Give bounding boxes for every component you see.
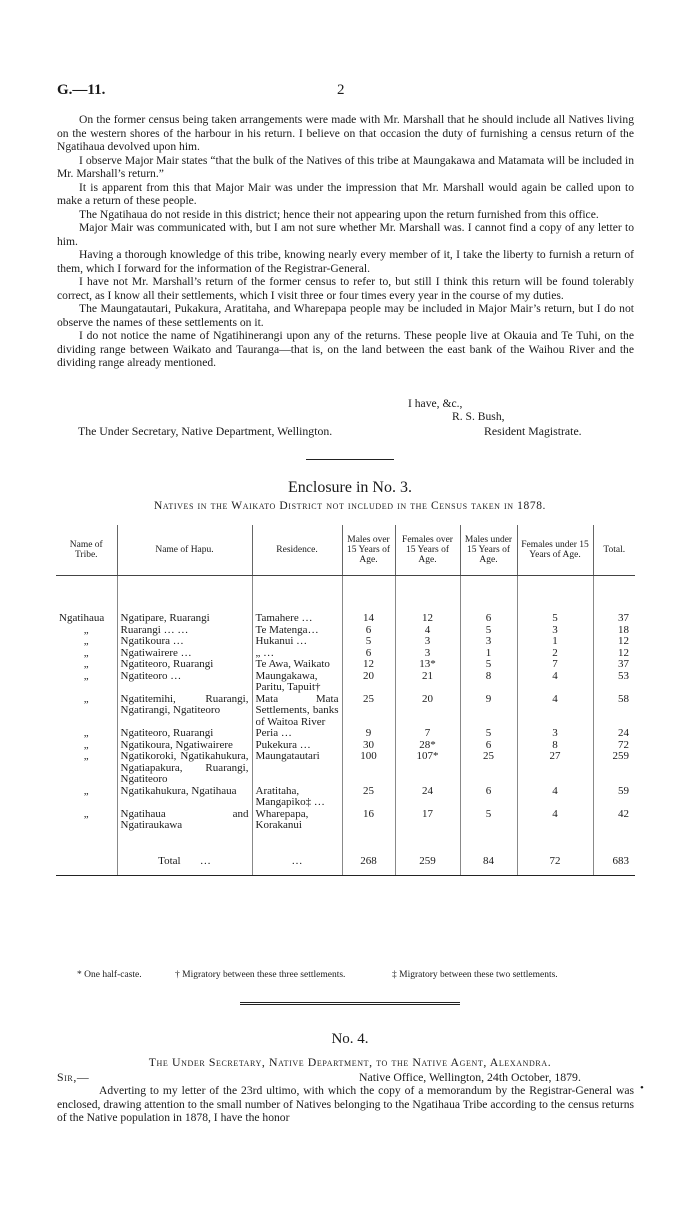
table-row <box>56 694 635 729</box>
total-value: 259 <box>395 832 460 876</box>
paragraph: I do not notice the name of Ngatihinerangi upon any of the returns. These people live at Okauia and Te Tuhi, on the dividing range between Waikato and Tauranga—that is, on the land between the east bank of the Waihou River and the dividing range already mentioned. <box>57 329 634 369</box>
hapu-cell: Ngatikoura … <box>117 636 252 648</box>
value-cell: 2 <box>517 648 593 660</box>
value-cell: 6 <box>460 576 517 625</box>
residence-cell: Hukanui … <box>252 636 342 648</box>
column-header: Name of Hapu. <box>117 525 252 576</box>
signature-title: Resident Magistrate. <box>484 424 582 438</box>
margin-mark: • <box>640 1082 644 1094</box>
residence-cell: Maungatautari <box>252 751 342 786</box>
total-cell: 58 <box>593 694 635 729</box>
tribe-cell: „ <box>83 727 89 739</box>
tribe-cell: „ <box>83 646 89 659</box>
value-cell: 5 <box>517 576 593 625</box>
value-cell: 3 <box>460 636 517 648</box>
residence-cell: Peria … <box>252 728 342 740</box>
hapu-cell: Ngatikoroki, Ngatikahukura, Ngatiapakura, Ruarangi, Ngatiteoro <box>117 751 252 786</box>
grand-total: 683 <box>593 832 635 876</box>
divider <box>306 459 394 460</box>
total-cell: 37 <box>593 576 635 625</box>
letter-body <box>57 113 634 370</box>
paragraph: Having a thorough knowledge of this tribe, knowing nearly every member of it, I take the liberty to furnish a return of them, which I forward for the information of the Registrar-General. <box>57 248 634 275</box>
tribe-cell: „ <box>83 750 89 762</box>
total-value: 268 <box>342 832 395 876</box>
section-subtitle: The Under Secretary, Native Department, to the Native Agent, Alexandra. <box>148 1055 552 1069</box>
paragraph: It is apparent from this that Major Mair was under the impression that Mr. Marshall would again be called upon to make a return of these people. <box>57 180 634 207</box>
value-cell: 27 <box>517 751 593 786</box>
hapu-cell: Ngatiteoro, Ruarangi <box>117 659 252 671</box>
residence-cell: Pukekura … <box>252 740 342 752</box>
residence-cell: Te Matenga… <box>252 625 342 637</box>
closing-line: I have, &c., <box>408 397 463 410</box>
value-cell: 9 <box>342 728 395 740</box>
addressee: The Under Secretary, Native Department, Wellington. <box>78 424 333 438</box>
tribe-cell: „ <box>83 738 89 751</box>
column-header: Females over 15 Years of Age. <box>395 525 460 576</box>
hapu-cell: Ngatitemihi, Ruarangi, Ngatirangi, Ngatiteoro <box>117 694 252 729</box>
value-cell: 3 <box>517 625 593 637</box>
paragraph: I have not Mr. Marshall’s return of the former census to refer to, but still I think this return will be found tolerably correct, as I know all their settlements, which I visit three or four times every year in the course of my duties. <box>57 275 634 302</box>
total-cell: 53 <box>593 671 635 694</box>
total-cell: 12 <box>593 648 635 660</box>
enclosure-title: Enclosure in No. 3. <box>288 479 412 496</box>
tribe-cell: „ <box>83 692 89 705</box>
hapu-cell: Ngatikoura, Ngatiwairere <box>117 740 252 752</box>
leader-dots: … <box>199 854 211 867</box>
value-cell: 3 <box>517 728 593 740</box>
paragraph: The Maungatautari, Pukakura, Aratitaha, and Wharepapa people may be included in Major Mair’s return, but I do not observe the names of these settlements on it. <box>57 302 634 329</box>
footnote-two-settlements: ‡ Migratory between these two settlements. <box>392 970 558 980</box>
paragraph: The Ngatihaua do not reside in this district; hence their not appearing upon the return furnished from this office. <box>79 207 599 221</box>
leader-dots: … <box>252 832 342 876</box>
total-cell: 24 <box>593 728 635 740</box>
value-cell: 12 <box>342 659 395 671</box>
total-cell: 37 <box>593 659 635 671</box>
paragraph: Major Mair was communicated with, but I am not sure whether Mr. Marshall was. I cannot find a copy of any letter to him. <box>57 221 634 248</box>
value-cell: 3 <box>395 648 460 660</box>
value-cell: 9 <box>460 694 517 729</box>
value-cell: 8 <box>517 740 593 752</box>
table-row <box>56 809 635 832</box>
total-label: Total … <box>117 832 252 876</box>
office-dateline: Native Office, Wellington, 24th October, 1879. <box>359 1070 581 1084</box>
value-cell: 17 <box>395 809 460 832</box>
total-value: 72 <box>517 832 593 876</box>
residence-cell: Wharepapa, Korakanui <box>252 809 342 832</box>
value-cell: 20 <box>342 671 395 694</box>
page-code: G.—11. <box>57 82 106 98</box>
total-cell: 42 <box>593 809 635 832</box>
tribe-cell: „ <box>83 807 89 820</box>
table-row <box>56 636 635 648</box>
value-cell: 107* <box>395 751 460 786</box>
footnote-half-caste: * One half-caste. <box>77 970 142 980</box>
residence-cell: Tamahere … <box>252 576 342 625</box>
value-cell: 20 <box>395 694 460 729</box>
tribe-cell: „ <box>83 623 89 636</box>
residence-cell: Aratitaha, Mangapiko‡ … <box>252 786 342 809</box>
hapu-cell: Ngatikahukura, Ngatihaua <box>117 786 252 809</box>
value-cell: 12 <box>395 576 460 625</box>
hapu-cell: Ngatiteoro … <box>117 671 252 694</box>
value-cell: 5 <box>460 728 517 740</box>
value-cell: 100 <box>342 751 395 786</box>
enclosure-subtitle: Natives in the Waikato District not included in the Census taken in 1878. <box>153 500 547 512</box>
value-cell: 25 <box>460 751 517 786</box>
table-row <box>56 751 635 786</box>
table-row <box>56 728 635 740</box>
table-row <box>56 576 635 625</box>
page-number: 2 <box>337 82 345 98</box>
tribe-cell: „ <box>83 658 89 670</box>
value-cell: 25 <box>342 694 395 729</box>
table-row <box>56 659 635 671</box>
hapu-cell: Ngatiteoro, Ruarangi <box>117 728 252 740</box>
value-cell: 5 <box>342 636 395 648</box>
value-cell: 4 <box>517 671 593 694</box>
table-row <box>56 671 635 694</box>
value-cell: 6 <box>460 740 517 752</box>
footnote-three-settlements: † Migratory between these three settlements. <box>175 970 346 980</box>
hapu-cell: Ruarangi … … <box>117 625 252 637</box>
total-value: 84 <box>460 832 517 876</box>
value-cell: 4 <box>395 625 460 637</box>
value-cell: 30 <box>342 740 395 752</box>
hapu-cell: Ngatihaua and Ngatiraukawa <box>117 809 252 832</box>
value-cell: 4 <box>517 694 593 729</box>
value-cell: 13* <box>395 659 460 671</box>
salutation: Sir,— <box>57 1070 90 1084</box>
residence-cell: „ … <box>252 648 342 660</box>
total-cell: 12 <box>593 636 635 648</box>
table-header-row <box>56 525 635 576</box>
column-header: Males under 15 Years of Age. <box>460 525 517 576</box>
paragraph: I observe Major Mair states “that the bulk of the Natives of this tribe at Maungakawa and Matamata will be included in Mr. Marshall’s return.” <box>57 153 634 180</box>
value-cell: 6 <box>460 786 517 809</box>
hapu-cell: Ngatipare, Ruarangi <box>117 576 252 625</box>
census-table <box>56 525 635 876</box>
paragraph: On the former census being taken arrangements were made with Mr. Marshall that he should include all Natives living on the western shores of the harbour in his return. I believe on that occasion the duty of furnishing a census return of the Ngatihaua devolved upon him. <box>57 113 634 153</box>
value-cell: 7 <box>395 728 460 740</box>
value-cell: 14 <box>342 576 395 625</box>
value-cell: 5 <box>460 809 517 832</box>
value-cell: 5 <box>460 625 517 637</box>
value-cell: 4 <box>517 809 593 832</box>
total-cell: 59 <box>593 786 635 809</box>
value-cell: 8 <box>460 671 517 694</box>
value-cell: 3 <box>395 636 460 648</box>
tribe-cell: „ <box>83 669 89 682</box>
tribe-cell: „ <box>83 784 89 797</box>
column-header: Females under 15 Years of Age. <box>517 525 593 576</box>
residence-cell: Maungakawa, Paritu, Tapuit† <box>252 671 342 694</box>
signature-name: R. S. Bush, <box>452 410 505 423</box>
tribe-cell: Ngatihaua <box>59 612 105 624</box>
value-cell: 5 <box>460 659 517 671</box>
value-cell: 4 <box>517 786 593 809</box>
value-cell: 25 <box>342 786 395 809</box>
hapu-cell: Ngatiwairere … <box>117 648 252 660</box>
total-row <box>56 832 635 876</box>
value-cell: 28* <box>395 740 460 752</box>
table-row <box>56 786 635 809</box>
paragraph: Adverting to my letter of the 23rd ultimo, with which the copy of a memorandum by the Registrar-General was enclosed, drawing attention to the small number of Natives belonging to the Ngatihaua Tribe according to the census returns of the Native population in 1878, I have the honor <box>57 1084 634 1124</box>
column-header: Males over 15 Years of Age. <box>342 525 395 576</box>
residence-cell: Te Awa, Waikato <box>252 659 342 671</box>
column-header: Residence. <box>252 525 342 576</box>
column-header: Name of Tribe. <box>56 525 117 576</box>
value-cell: 6 <box>342 648 395 660</box>
section-title: No. 4. <box>331 1031 369 1047</box>
total-cell: 18 <box>593 625 635 637</box>
value-cell: 1 <box>517 636 593 648</box>
letter-body-no4 <box>57 1084 634 1125</box>
value-cell: 16 <box>342 809 395 832</box>
value-cell: 21 <box>395 671 460 694</box>
residence-cell: Mata Mata Settlements, banks of Waitoa River <box>252 694 342 729</box>
section-divider <box>240 1002 460 1005</box>
total-cell: 259 <box>593 751 635 786</box>
value-cell: 7 <box>517 659 593 671</box>
value-cell: 6 <box>342 625 395 637</box>
total-cell: 72 <box>593 740 635 752</box>
value-cell: 24 <box>395 786 460 809</box>
column-header: Total. <box>593 525 635 576</box>
value-cell: 1 <box>460 648 517 660</box>
tribe-cell: „ <box>83 635 89 647</box>
